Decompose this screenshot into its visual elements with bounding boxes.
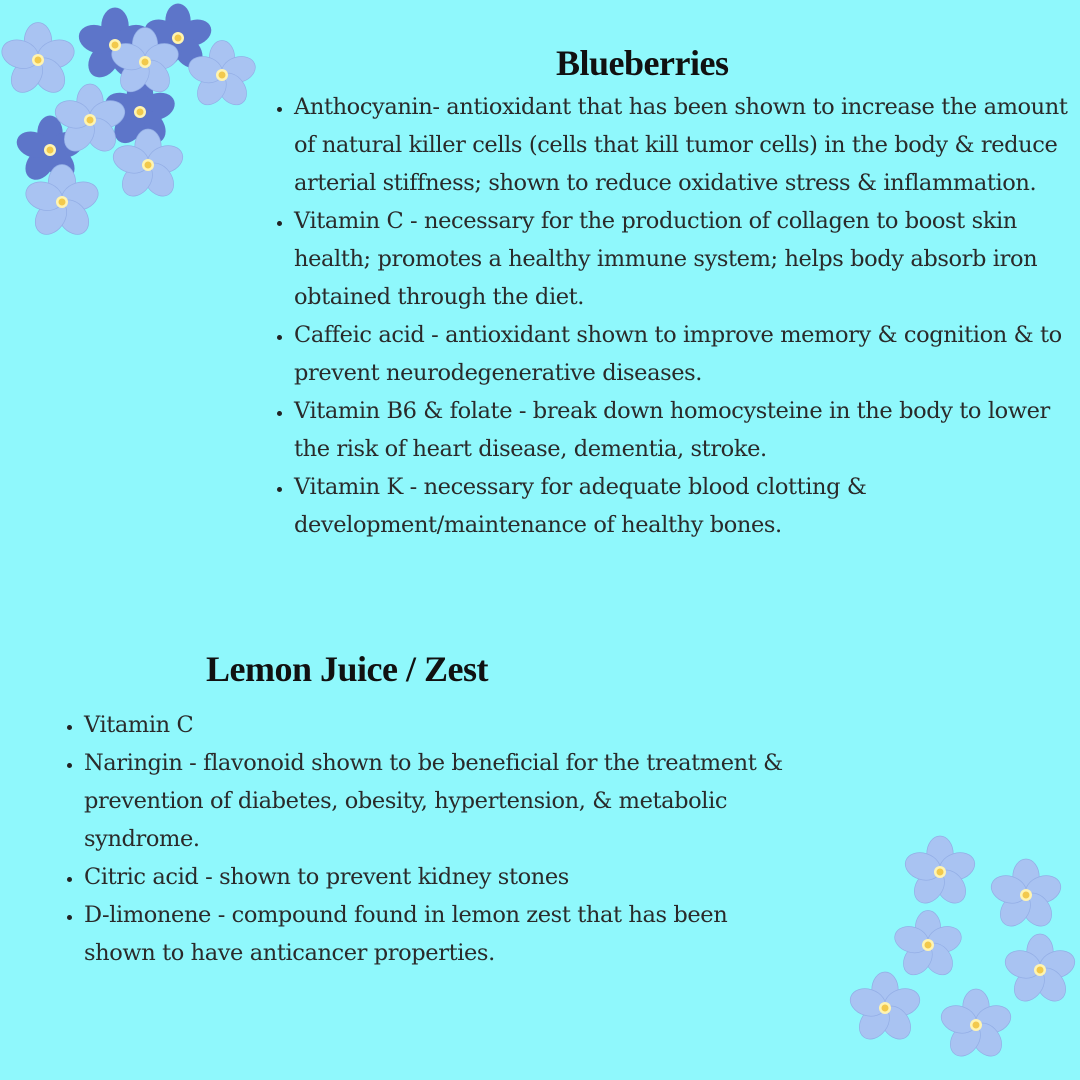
flower-cluster-bottom-right [830,820,1080,1080]
list-item: • Caffeic acid - antioxidant shown to improve memory & cognition & to prevent neurodegenerative diseases. [294,316,1080,392]
blueberries-heading: Blueberries [556,43,729,83]
list-item: • Vitamin K - necessary for adequate blood clotting & development/maintenance of healthy bones. [294,468,1080,544]
list-item: • D-limonene - compound found in lemon zest that has been shown to have anticancer properties. [84,896,784,972]
list-item: • Vitamin C [84,706,784,744]
blueberries-list [272,88,1080,544]
list-item: • Anthocyanin- antioxidant that has been shown to increase the amount of natural killer cells (cells that kill tumor cells) in the body & reduce arterial stiffness; shown to reduce oxidative stress & inflammation. [294,88,1080,202]
lemon-heading: Lemon Juice / Zest [206,649,488,689]
list-item: • Vitamin C - necessary for the production of collagen to boost skin health; promotes a healthy immune system; helps body absorb iron obtained through the diet. [294,202,1080,316]
forget-me-not-flowers-icon [830,820,1080,1080]
list-item: • Vitamin B6 & folate - break down homocysteine in the body to lower the risk of heart disease, dementia, stroke. [294,392,1080,468]
flower-cluster-top-left [0,0,280,250]
list-item: • Naringin - flavonoid shown to be beneficial for the treatment & prevention of diabetes, obesity, hypertension, & metabolic syndrome. [84,744,784,858]
lemon-list [62,706,784,972]
forget-me-not-flowers-icon [0,0,280,250]
list-item: • Citric acid - shown to prevent kidney stones [84,858,784,896]
